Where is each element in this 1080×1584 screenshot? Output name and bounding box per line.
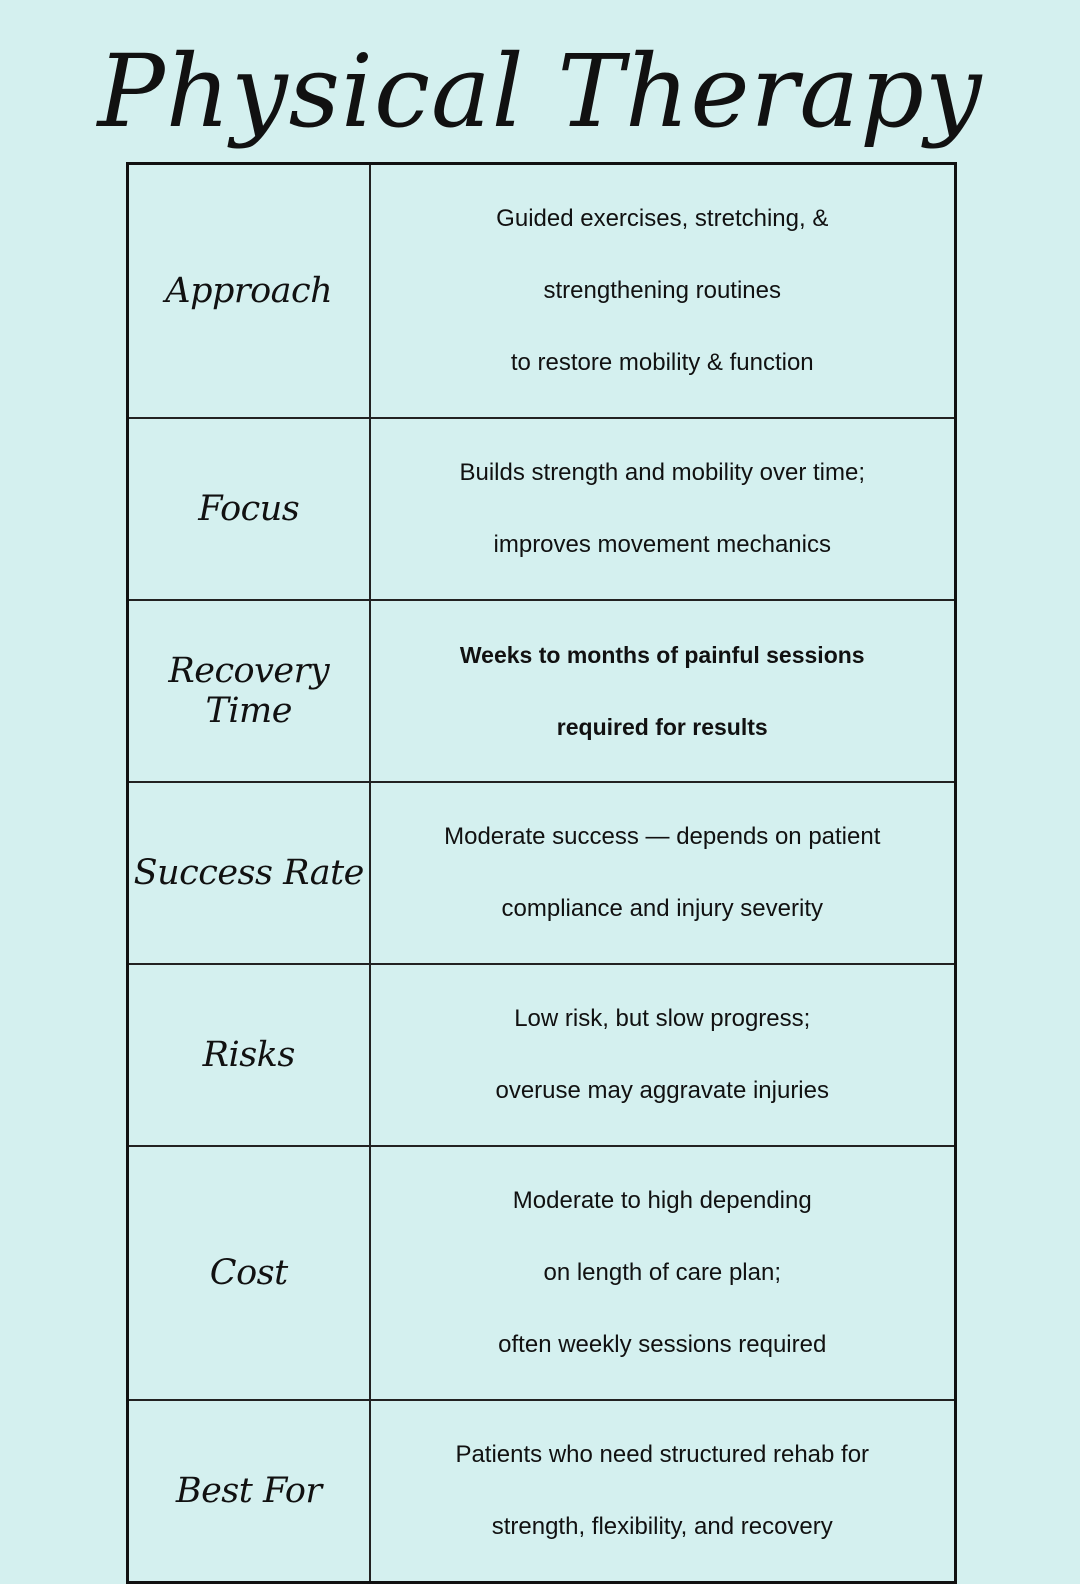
row-label-success-rate: Success Rate	[128, 782, 370, 964]
description-line: to restore mobility & function	[510, 349, 814, 376]
row-description-risks	[370, 964, 956, 1146]
row-label-recovery-time: Recovery Time	[128, 600, 370, 782]
row-label-focus: Focus	[128, 418, 370, 600]
description-line: Builds strength and mobility over time;	[459, 459, 865, 486]
description-line: improves movement mechanics	[493, 531, 831, 558]
table-row-success-rate	[128, 782, 956, 964]
description-line: Low risk, but slow progress;	[514, 1005, 811, 1032]
row-label-cost: Cost	[128, 1146, 370, 1400]
description-line: Guided exercises, stretching, &	[496, 205, 829, 232]
description-line: compliance and injury severity	[501, 895, 823, 922]
row-description-best-for	[370, 1400, 956, 1583]
description-line: Weeks to months of painful sessions	[459, 642, 865, 668]
table-row-focus	[128, 418, 956, 600]
table-row-risks	[128, 964, 956, 1146]
row-label-risks: Risks	[128, 964, 370, 1146]
comparison-table	[126, 162, 957, 1584]
page-title: Physical Therapy	[97, 33, 983, 150]
table-row-approach	[128, 164, 956, 419]
table-row-recovery-time	[128, 600, 956, 782]
description-line: overuse may aggravate injuries	[495, 1077, 829, 1104]
table-row-best-for	[128, 1400, 956, 1583]
row-label-best-for: Best For	[128, 1400, 370, 1583]
description-line: strengthening routines	[543, 277, 781, 304]
description-line: often weekly sessions required	[498, 1331, 827, 1358]
description-line: required for results	[556, 714, 768, 740]
row-label-approach: Approach	[128, 164, 370, 419]
description-line: strength, flexibility, and recovery	[491, 1513, 833, 1540]
row-description-success-rate	[370, 782, 956, 964]
row-description-cost	[370, 1146, 956, 1400]
description-line: on length of care plan;	[543, 1259, 781, 1286]
description-line: Moderate success — depends on patient	[444, 823, 881, 850]
row-description-recovery-time	[370, 600, 956, 782]
row-description-approach	[370, 164, 956, 419]
table-row-cost	[128, 1146, 956, 1400]
row-description-focus	[370, 418, 956, 600]
description-line: Moderate to high depending	[512, 1187, 812, 1214]
description-line: Patients who need structured rehab for	[455, 1441, 870, 1468]
